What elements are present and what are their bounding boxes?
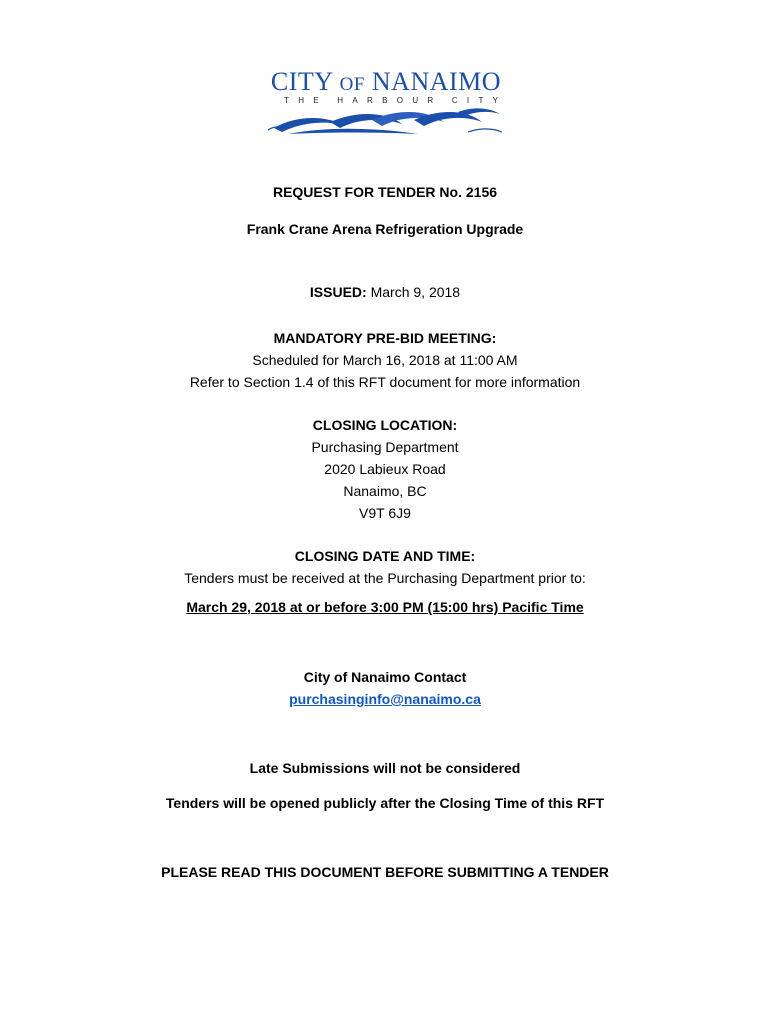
logo-word-of: OF xyxy=(339,74,365,95)
tagline-letter: R xyxy=(427,96,434,105)
issued-date: March 9, 2018 xyxy=(366,284,461,300)
tagline-letter: R xyxy=(367,96,373,105)
tagline-letter: T xyxy=(284,96,289,105)
meeting-reference: Refer to Section 1.4 of this RFT document for more information xyxy=(189,374,581,390)
issued-line xyxy=(0,283,770,301)
tender-title: REQUEST FOR TENDER No. 2156 xyxy=(272,184,498,200)
closing-instructions: Tenders must be received at the Purchasing Department prior to: xyxy=(184,570,586,586)
meeting-schedule: Scheduled for March 16, 2018 at 11:00 AM xyxy=(252,352,518,368)
location-heading: CLOSING LOCATION: xyxy=(312,417,458,433)
late-notice: Late Submissions will not be considered xyxy=(249,760,521,776)
tagline-letter: C xyxy=(451,96,458,105)
location-line: V9T 6J9 xyxy=(359,505,411,521)
tagline-letter: H xyxy=(298,96,304,105)
tagline-letter: Y xyxy=(492,96,498,105)
opening-notice: Tenders will be opened publicly after the Closing Time of this RFT xyxy=(165,795,605,811)
project-name: Frank Crane Arena Refrigeration Upgrade xyxy=(246,221,524,237)
tagline-letter: O xyxy=(396,96,403,105)
meeting-heading: MANDATORY PRE-BID MEETING: xyxy=(273,330,497,346)
closing-heading: CLOSING DATE AND TIME: xyxy=(294,548,476,564)
location-line: Purchasing Department xyxy=(311,439,459,455)
location-line: 2020 Labieux Road xyxy=(324,461,446,477)
location-line: Nanaimo, BC xyxy=(343,483,427,499)
tagline-letter: E xyxy=(313,96,319,105)
contact-email-link[interactable]: purchasinginfo@nanaimo.ca xyxy=(289,691,481,707)
tagline-letter: B xyxy=(382,96,388,105)
tagline-letter: I xyxy=(466,96,470,105)
read-notice: PLEASE READ THIS DOCUMENT BEFORE SUBMITTING A TENDER xyxy=(161,864,609,880)
tagline-letter: A xyxy=(352,96,358,105)
logo-wordmark xyxy=(268,68,504,99)
city-logo xyxy=(268,68,504,140)
issued-label: ISSUED: xyxy=(309,284,367,300)
logo-word-nanaimo: NANAIMO xyxy=(371,67,502,96)
tagline-letter: U xyxy=(412,96,419,105)
contact-heading: City of Nanaimo Contact xyxy=(303,669,467,685)
wave-icon xyxy=(268,104,504,138)
contact-email-line xyxy=(0,690,770,708)
closing-datetime: March 29, 2018 at or before 3:00 PM (15:00 hrs) Pacific Time xyxy=(186,599,584,615)
tagline-letter: H xyxy=(337,96,344,105)
logo-word-city: CITY xyxy=(270,67,333,96)
tagline-letter: T xyxy=(478,96,484,105)
